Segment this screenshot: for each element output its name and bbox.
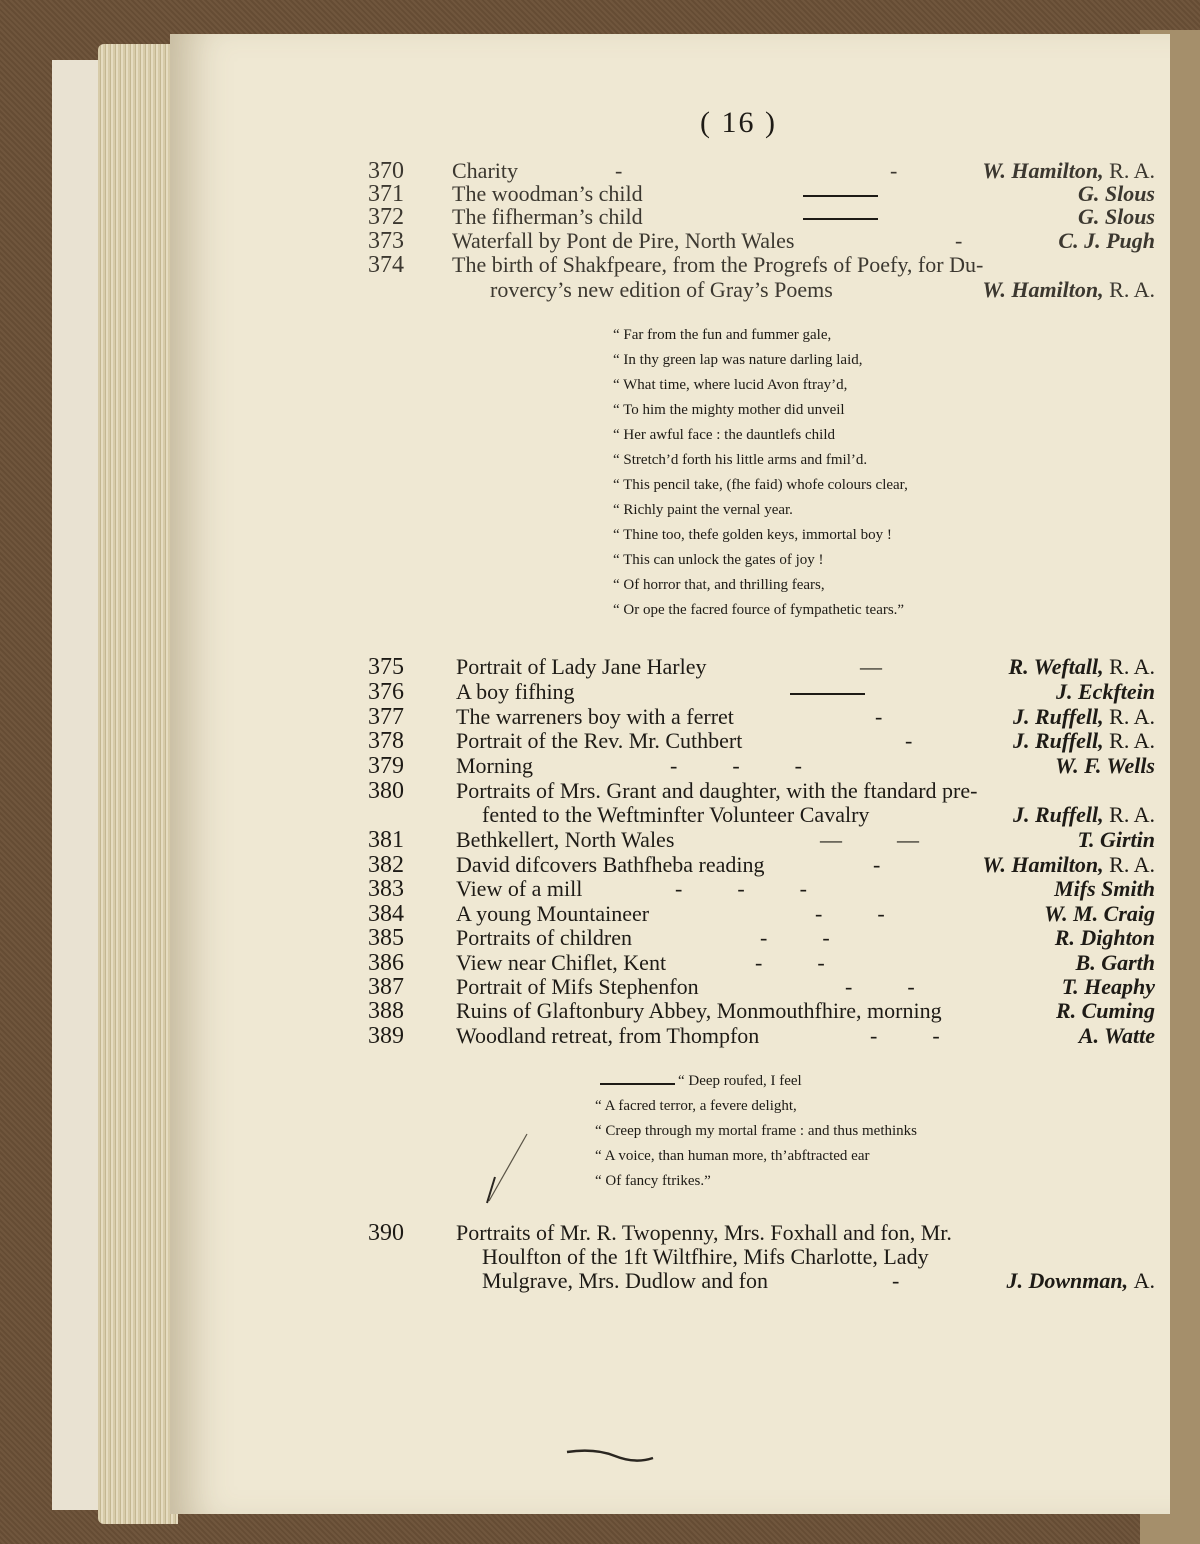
verse-line: “ Of horror that, and thrilling fears, — [613, 577, 825, 593]
entry-artist: Mifs Smith — [1054, 876, 1155, 901]
entry-number: 384 — [368, 901, 404, 927]
verse-line: “ Richly paint the vernal year. — [613, 502, 793, 518]
entry-number: 371 — [368, 181, 404, 207]
entry-title: View near Chiflet, Kent — [456, 950, 667, 975]
entry-artist: W. Hamilton, R. A. — [982, 852, 1155, 877]
entry-artist: J. Ruffell, R. A. — [1012, 802, 1155, 827]
entry-title: Portrait of Lady Jane Harley — [456, 654, 707, 679]
entry-number: 374 — [368, 252, 404, 278]
entry-artist: R. Dighton — [1054, 925, 1155, 950]
entry-number: 373 — [368, 228, 404, 254]
entry-title-line-2: Houlfton of the 1ft Wiltfhire, Mifs Charlotte, Lady — [482, 1244, 929, 1269]
verse-line: “ This can unlock the gates of joy ! — [613, 552, 824, 568]
entry-title: Woodland retreat, from Thompfon — [456, 1023, 760, 1048]
pencil-mark — [475, 1129, 535, 1209]
separator: - - — [845, 974, 915, 999]
entry-title: The warreners boy with a ferret — [456, 704, 734, 729]
separator: - — [615, 158, 623, 183]
entry-artist: B. Garth — [1075, 950, 1155, 975]
entry-number: 387 — [368, 974, 404, 1000]
separator: — — — [820, 827, 919, 852]
entry-artist: G. Slous — [1077, 181, 1155, 206]
separator: - - - — [670, 753, 802, 778]
verse-line: “ What time, where lucid Avon ftray’d, — [613, 377, 848, 393]
entry-number: 385 — [368, 925, 404, 951]
verse-line: “ To him the mighty mother did unveil — [613, 402, 845, 418]
entry-artist: A. Watte — [1078, 1023, 1155, 1048]
entry-number: 379 — [368, 753, 404, 779]
entry-number: 380 — [368, 778, 404, 804]
entry-title: Morning — [456, 753, 533, 778]
separator: - - — [870, 1023, 940, 1048]
entry-title: A young Mountaineer — [456, 901, 650, 926]
entry-artist: G. Slous — [1077, 204, 1155, 229]
separator: - — [890, 158, 898, 183]
entry-title-line-2: rovercy’s new edition of Gray’s Poems — [490, 277, 833, 302]
page-number: ( 16 ) — [700, 106, 777, 139]
entry-number: 386 — [368, 950, 404, 976]
separator: - — [892, 1268, 900, 1293]
dash-rule — [790, 693, 865, 695]
entry-title: Waterfall by Pont de Pire, North Wales — [452, 228, 795, 253]
entry-title: The woodman’s child — [452, 181, 643, 206]
verse-line: “ Her awful face : the dauntlefs child — [613, 427, 835, 443]
verse-line: “ Creep through my mortal frame : and thus methinks — [595, 1123, 918, 1139]
entry-title-line-3: Mulgrave, Mrs. Dudlow and fon — [482, 1268, 768, 1293]
entry-artist: J. Downman, A. — [1006, 1268, 1155, 1293]
entry-number: 376 — [368, 679, 404, 705]
verse-line: “ In thy green lap was nature darling laid, — [613, 352, 863, 368]
verse-line: “ Thine too, thefe golden keys, immortal boy ! — [613, 527, 892, 543]
entry-number: 388 — [368, 998, 404, 1024]
separator: - - — [815, 901, 885, 926]
entry-number: 370 — [368, 158, 404, 184]
entry-artist: T. Heaphy — [1061, 974, 1155, 999]
entry-title-line-1: The birth of Shakfpeare, from the Progrefs of Poefy, for Du- — [452, 252, 984, 277]
verse-line: “ A voice, than human more, th’abftracted ear — [595, 1148, 870, 1164]
dash-rule — [600, 1083, 675, 1085]
entry-title-line-2: fented to the Weftminfter Volunteer Cavalry — [482, 802, 870, 827]
separator: - - - — [675, 876, 807, 901]
entry-artist: R. Cuming — [1055, 998, 1155, 1023]
entry-number: 378 — [368, 728, 404, 754]
entry-artist: J. Ruffell, R. A. — [1012, 728, 1155, 753]
entry-artist: T. Girtin — [1077, 827, 1155, 852]
verse-line: “ This pencil take, (fhe faid) whofe colours clear, — [613, 477, 908, 493]
page-edges — [98, 44, 178, 1524]
entry-artist: W. F. Wells — [1055, 753, 1155, 778]
entry-title: Bethkellert, North Wales — [456, 827, 675, 852]
book-page — [170, 34, 1170, 1514]
verse-line: “ Or ope the facred fource of fympathetic tears.” — [613, 602, 905, 618]
separator: - - — [760, 925, 830, 950]
entry-artist: W. Hamilton, R. A. — [982, 277, 1155, 302]
entry-number: 383 — [368, 876, 404, 902]
dash-rule — [803, 195, 878, 197]
entry-artist: C. J. Pugh — [1058, 228, 1155, 253]
entry-artist: W. Hamilton, R. A. — [982, 158, 1155, 183]
entry-number: 382 — [368, 852, 404, 878]
entry-title: Portrait of Mifs Stephenfon — [456, 974, 699, 999]
entry-title: David difcovers Bathfheba reading — [456, 852, 765, 877]
separator: - - — [755, 950, 825, 975]
verse-line: “ A facred terror, a fevere delight, — [595, 1098, 797, 1114]
entry-title: Portraits of children — [456, 925, 632, 950]
entry-title: Charity — [452, 158, 518, 183]
entry-artist: W. M. Craig — [1044, 901, 1155, 926]
entry-number: 377 — [368, 704, 404, 730]
verse-line: “ Of fancy ftrikes.” — [595, 1173, 711, 1189]
verse-line: “ Deep roufed, I feel — [678, 1073, 802, 1089]
ink-smudge — [565, 1444, 655, 1464]
separator: - — [955, 228, 963, 253]
entry-title: Ruins of Glaftonbury Abbey, Monmouthfhire, morning — [456, 998, 942, 1023]
verse-line: “ Stretch’d forth his little arms and fmil’d. — [613, 452, 868, 468]
entry-number: 381 — [368, 827, 404, 853]
entry-artist: J. Ruffell, R. A. — [1012, 704, 1155, 729]
entry-artist: J. Eckftein — [1056, 679, 1155, 704]
separator: — — [860, 654, 882, 679]
entry-title-line-1: Portraits of Mr. R. Twopenny, Mrs. Foxhall and fon, Mr. — [456, 1220, 952, 1245]
entry-number: 390 — [368, 1220, 404, 1246]
entry-number: 389 — [368, 1023, 404, 1049]
dash-rule — [803, 218, 878, 220]
entry-number: 372 — [368, 204, 404, 230]
entry-title: Portrait of the Rev. Mr. Cuthbert — [456, 728, 743, 753]
entry-title: A boy fifhing — [456, 679, 575, 704]
verse-line: “ Far from the fun and fummer gale, — [613, 327, 832, 343]
separator: - — [905, 728, 913, 753]
entry-title: The fifherman’s child — [452, 204, 643, 229]
entry-artist: R. Weftall, R. A. — [1008, 654, 1155, 679]
entry-number: 375 — [368, 654, 404, 680]
separator: - — [875, 704, 883, 729]
entry-title: View of a mill — [456, 876, 583, 901]
entry-title-line-1: Portraits of Mrs. Grant and daughter, with the ftandard pre- — [456, 778, 978, 803]
separator: - — [873, 852, 881, 877]
